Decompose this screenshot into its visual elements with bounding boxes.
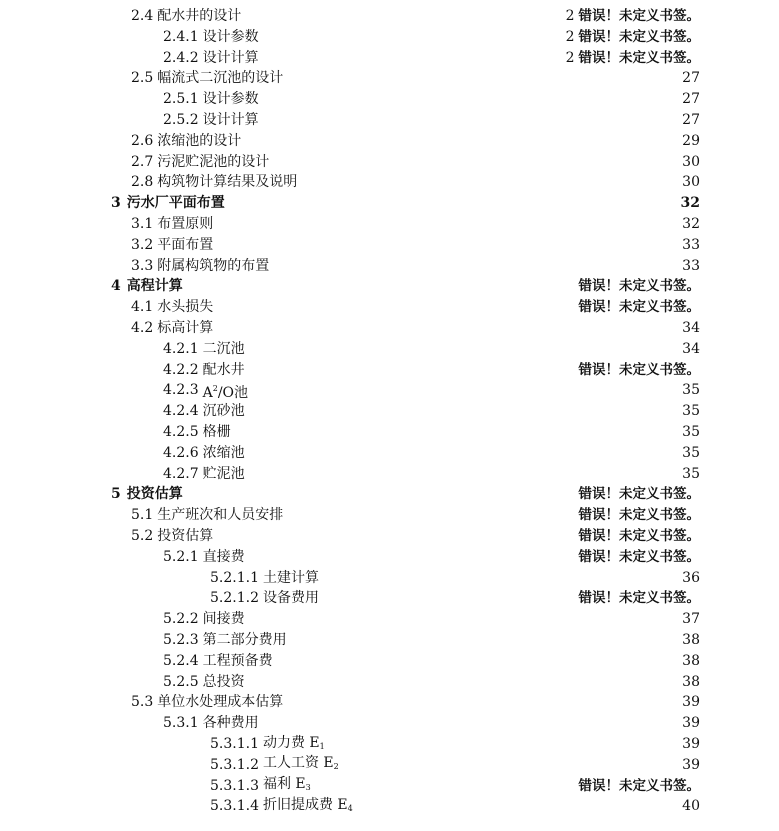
dot-leader — [286, 72, 679, 86]
toc-entry-number: 4.1 — [131, 299, 154, 316]
toc-entry-page: 38 — [682, 652, 700, 669]
toc-entry-title: 构筑物计算结果及说明 — [157, 174, 298, 191]
toc-entry-number: 4.2.3 — [163, 382, 199, 399]
dot-leader — [248, 613, 680, 627]
toc-entry-number: 4.2.5 — [163, 424, 199, 440]
dot-leader — [248, 551, 576, 565]
toc-entry-title: 标高计算 — [157, 320, 214, 336]
toc-entry-page: 35 — [682, 382, 700, 399]
toc-entry-number: 3.2 — [131, 236, 154, 253]
toc-entry[interactable] — [131, 6, 700, 27]
toc-entry-number: 4.2.7 — [163, 465, 199, 482]
toc-entry-title: 设计参数 — [202, 91, 259, 108]
toc-entry-number: 3 — [111, 195, 121, 212]
toc-entry-number: 5.3.1.2 — [210, 756, 259, 773]
toc-entry-title: 设计计算 — [202, 49, 259, 66]
dot-leader — [248, 447, 680, 461]
toc-entry[interactable] — [210, 755, 700, 776]
toc-entry[interactable] — [131, 214, 700, 235]
toc-entry-title: 工人工资 $E_2$ — [262, 755, 339, 772]
dot-leader — [262, 31, 563, 45]
bookmark-error: 错误！未定义书签。 — [578, 507, 700, 524]
toc-entry-page: 39 — [682, 756, 700, 773]
subscript: 1 — [319, 741, 325, 751]
bookmark-error: 错误！未定义书签。 — [578, 486, 700, 503]
dot-leader — [276, 655, 680, 669]
toc-entry[interactable] — [131, 152, 700, 173]
dot-leader — [216, 239, 679, 253]
dot-leader — [244, 135, 679, 149]
toc-entry-page: 35 — [682, 403, 700, 420]
toc-entry-page: 2 — [565, 8, 575, 24]
toc-entry-number: 5.3.1 — [163, 715, 199, 732]
toc-entry[interactable] — [131, 131, 700, 152]
dot-leader — [248, 405, 680, 419]
toc-entry-title: 设计参数 — [202, 28, 259, 45]
toc-entry[interactable] — [163, 609, 700, 630]
subscript: 4 — [347, 803, 353, 813]
toc-entry-title: 直接费 — [202, 548, 245, 565]
toc-entry-number: 2.5.2 — [163, 112, 199, 128]
toc-entry-number: 4.2.1 — [163, 340, 199, 357]
toc-entry-number: 5.2.1 — [163, 548, 199, 565]
dot-leader — [286, 696, 679, 710]
toc-entry[interactable] — [163, 339, 700, 360]
toc-entry-number: 4 — [111, 278, 121, 295]
toc-entry-title: 布置原则 — [157, 216, 214, 232]
toc-entry-number: 5.2.4 — [163, 652, 199, 669]
toc-entry-title: 投资估算 — [157, 528, 214, 544]
dot-leader — [248, 364, 576, 378]
toc-entry[interactable] — [131, 68, 700, 89]
dot-leader — [290, 634, 680, 648]
toc-entry-number: 3.3 — [131, 257, 154, 274]
toc-entry-number: 5.3.1.3 — [210, 777, 259, 794]
dot-leader — [322, 592, 576, 606]
toc-entry-title: 动力费 $E_1$ — [262, 734, 325, 751]
toc-entry[interactable] — [131, 526, 700, 547]
toc-entry-number: 3.1 — [131, 216, 154, 232]
dot-leader — [314, 780, 576, 794]
toc-entry[interactable] — [210, 776, 700, 797]
bookmark-error: 错误！未定义书签。 — [578, 8, 700, 24]
toc-entry-number: 5.3.1.4 — [210, 798, 259, 815]
dot-leader — [262, 52, 563, 66]
dot-leader — [328, 738, 679, 752]
dot-leader — [248, 468, 680, 482]
bookmark-error: 错误！未定义书签。 — [578, 361, 700, 378]
toc-entry-title: 配水井的设计 — [157, 8, 242, 24]
toc-entry-title: 土建计算 — [262, 569, 319, 586]
toc-entry-page: 33 — [682, 236, 700, 253]
dot-leader — [251, 384, 679, 398]
dot-leader — [228, 197, 678, 211]
toc-entry[interactable] — [163, 380, 700, 401]
toc-entry-title: 浓缩池的设计 — [157, 132, 242, 149]
toc-entry-number: 2.6 — [131, 132, 154, 149]
toc-entry-title: 各种费用 — [202, 715, 259, 732]
toc-entry-title: 第二部分费用 — [202, 632, 287, 648]
toc-entry-title: 贮泥池 — [202, 465, 245, 482]
toc-entry[interactable] — [210, 796, 700, 817]
dot-leader — [216, 530, 575, 544]
toc-entry[interactable] — [131, 172, 700, 193]
toc-entry-page: 40 — [682, 798, 700, 815]
toc-entry-page: 34 — [682, 320, 700, 336]
dot-leader — [216, 322, 679, 336]
toc-entry-number: 5.2.3 — [163, 632, 199, 648]
toc-entry-number: 4.2.2 — [163, 361, 199, 378]
toc-entry-title: 折旧提成费 $E_4$ — [262, 796, 353, 813]
toc-entry-page: 27 — [682, 112, 700, 128]
dot-leader — [186, 488, 576, 502]
toc-entry-title: 总投资 — [202, 673, 245, 690]
dot-leader — [272, 260, 679, 274]
toc-entry-number: 5.3.1.1 — [210, 736, 259, 752]
toc-entry-title: 污水厂平面布置 — [126, 195, 225, 212]
dot-leader — [262, 717, 680, 731]
toc-entry-number: 2.4 — [131, 8, 154, 24]
toc-entry[interactable] — [163, 422, 700, 443]
subscript: 3 — [305, 783, 311, 793]
toc-entry[interactable] — [163, 48, 700, 69]
toc-entry-number: 4.2.4 — [163, 403, 199, 420]
toc-entry-number: 5.1 — [131, 507, 154, 524]
toc-entry-title: 高程计算 — [126, 278, 183, 295]
toc-entry[interactable] — [131, 505, 700, 526]
toc-entry-title: 幅流式二沉池的设计 — [157, 70, 284, 87]
bookmark-error: 错误！未定义书签。 — [578, 590, 700, 607]
toc-entry-title: 工程预备费 — [202, 652, 273, 669]
toc-entry[interactable] — [131, 692, 700, 713]
toc-entry[interactable] — [163, 401, 700, 422]
toc-entry-page: 35 — [682, 465, 700, 482]
dot-leader — [272, 156, 679, 170]
toc-entry[interactable] — [163, 27, 700, 48]
bookmark-error: 错误！未定义书签。 — [578, 548, 700, 565]
toc-entry-title: 单位水处理成本估算 — [157, 694, 284, 711]
toc-entry[interactable] — [163, 630, 700, 651]
toc-entry-number: 5.3 — [131, 694, 154, 711]
dot-leader — [262, 93, 680, 107]
toc-entry-title: 设计计算 — [202, 112, 259, 128]
dot-leader — [216, 218, 679, 232]
toc-entry-page: 39 — [682, 715, 700, 732]
toc-entry[interactable] — [131, 318, 700, 339]
superscript: 2 — [212, 383, 218, 393]
toc-entry-page: 34 — [682, 340, 700, 357]
toc-entry-title: 平面布置 — [157, 236, 214, 253]
toc-entry-title: 配水井 — [202, 361, 245, 378]
dot-leader — [300, 176, 679, 190]
subscript: 2 — [333, 762, 339, 772]
bookmark-error: 错误！未定义书签。 — [578, 49, 700, 66]
toc-entry-title: 设备费用 — [262, 590, 319, 607]
toc-entry-number: 4.2.6 — [163, 444, 199, 461]
toc-entry-number: 5.2.1.1 — [210, 569, 259, 586]
toc-entry[interactable] — [163, 651, 700, 672]
dot-leader — [234, 426, 680, 440]
toc-entry[interactable] — [163, 89, 700, 110]
toc-entry-page: 38 — [682, 632, 700, 648]
bookmark-error: 错误！未定义书签。 — [578, 528, 700, 544]
toc-entry-page: 37 — [682, 611, 700, 628]
toc-entry-number: 2.7 — [131, 153, 154, 170]
bookmark-error: 错误！未定义书签。 — [578, 299, 700, 316]
toc-entry-title: 沉砂池 — [202, 403, 245, 420]
toc-entry[interactable] — [131, 297, 700, 318]
toc-entry-number: 2.5.1 — [163, 91, 199, 108]
toc-entry-title: 格栅 — [202, 424, 231, 440]
toc-entry-number: 5.2.1.2 — [210, 590, 259, 607]
bookmark-error: 错误！未定义书签。 — [578, 777, 700, 794]
toc-entry-page: 35 — [682, 444, 700, 461]
toc-entry[interactable] — [111, 484, 700, 505]
toc-entry[interactable] — [163, 713, 700, 734]
toc-entry-number: 4.2 — [131, 320, 154, 336]
toc-entry[interactable] — [163, 464, 700, 485]
toc-entry-page: 30 — [682, 174, 700, 191]
toc-entry-page: 2 — [565, 28, 575, 45]
toc-entry-title: 福利 $E_3$ — [262, 776, 311, 793]
toc-entry[interactable] — [163, 672, 700, 693]
toc-entry-page: 33 — [682, 257, 700, 274]
toc-entry-title: 二沉池 — [202, 340, 245, 357]
toc-entry[interactable] — [163, 547, 700, 568]
toc-entry-title: 投资估算 — [126, 486, 183, 503]
toc-entry-page: 30 — [682, 153, 700, 170]
toc-entry-number: 2.4.2 — [163, 49, 199, 66]
toc-entry-title: 浓缩池 — [202, 444, 245, 461]
bookmark-error: 错误！未定义书签。 — [578, 28, 700, 45]
dot-leader — [248, 343, 680, 357]
toc-entry-number: 5.2 — [131, 528, 154, 544]
dot-leader — [322, 572, 679, 586]
dot-leader — [244, 10, 562, 24]
dot-leader — [186, 280, 576, 294]
toc-entry-title: $A^2/O$池 — [202, 383, 249, 401]
toc-entry-number: 2.4.1 — [163, 28, 199, 45]
toc-entry-page: 35 — [682, 424, 700, 440]
toc-entry-page: 29 — [682, 132, 700, 149]
toc-entry-page: 27 — [682, 70, 700, 87]
dot-leader — [248, 676, 680, 690]
toc-entry[interactable] — [111, 193, 700, 214]
toc-entry-page: 36 — [682, 569, 700, 586]
dot-leader — [286, 509, 575, 523]
toc-entry-page: 39 — [682, 736, 700, 752]
bookmark-error: 错误！未定义书签。 — [578, 278, 700, 295]
toc-entry[interactable] — [111, 276, 700, 297]
toc-entry[interactable] — [210, 588, 700, 609]
toc-entry-page: 38 — [682, 673, 700, 690]
toc-entry-title: 污泥贮泥池的设计 — [157, 153, 270, 170]
toc-entry-title: 水头损失 — [157, 299, 214, 316]
toc-entry[interactable] — [131, 235, 700, 256]
toc-entry-title: 间接费 — [202, 611, 245, 628]
toc-entry-number: 2.8 — [131, 174, 154, 191]
dot-leader — [216, 301, 575, 315]
toc-entry[interactable] — [163, 443, 700, 464]
dot-leader — [262, 114, 680, 128]
dot-leader — [356, 800, 679, 814]
toc-entry-page: 27 — [682, 91, 700, 108]
toc-entry-number: 5 — [111, 486, 121, 503]
toc-entry[interactable] — [163, 110, 700, 131]
toc-entry-page: 39 — [682, 694, 700, 711]
toc-entry-page: 32 — [680, 195, 700, 212]
toc-entry-page: 2 — [565, 49, 575, 66]
dot-leader — [342, 759, 679, 773]
toc-entry-title: 附属构筑物的布置 — [157, 257, 270, 274]
toc-entry-number: 2.5 — [131, 70, 154, 87]
toc-entry-number: 5.2.2 — [163, 611, 199, 628]
toc-entry[interactable] — [210, 568, 700, 589]
toc-entry-title: 生产班次和人员安排 — [157, 507, 284, 524]
toc-entry-number: 5.2.5 — [163, 673, 199, 690]
toc-entry-page: 32 — [682, 216, 700, 232]
toc-entry[interactable] — [210, 734, 700, 755]
toc-entry[interactable] — [131, 256, 700, 277]
